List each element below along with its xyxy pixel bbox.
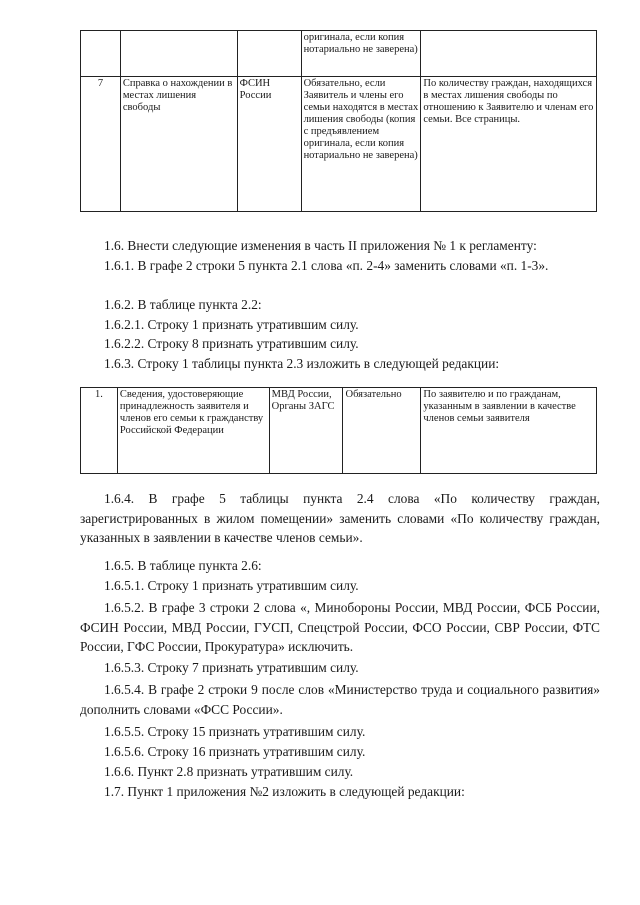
paragraph-1-6-2-1: 1.6.2.1. Строку 1 признать утратившим силу.: [104, 317, 359, 332]
paragraph-1-6-2: 1.6.2. В таблице пункта 2.2:: [104, 297, 262, 312]
paragraph-1-6-2-2: 1.6.2.2. Строку 8 признать утратившим силу.: [104, 336, 359, 351]
paragraph-1-6-1: 1.6.1. В графе 2 строки 5 пункта 2.1 слова «п. 2-4» заменить словами «п. 1-3».: [104, 258, 549, 273]
table-cell-organization: [237, 31, 301, 77]
paragraph-1-6: 1.6. Внести следующие изменения в часть II приложения № 1 к регламенту:: [104, 238, 537, 253]
paragraph-1-6-5-5: 1.6.5.5. Строку 15 признать утратившим силу.: [104, 724, 366, 739]
paragraph-1-6-5-3: 1.6.5.3. Строку 7 признать утратившим силу.: [104, 660, 359, 675]
paragraph-1-6-5-4: 1.6.5.4. В графе 2 строки 9 после слов «Министерство труда и социального развития» дополнить словами «ФСС России».: [80, 682, 600, 717]
table-row: [81, 388, 597, 474]
paragraph-1-6-4: 1.6.4. В графе 5 таблицы пункта 2.4 слова «По количеству граждан, зарегистрированных в жилом помещении» заменить словами «По количеству граждан, указанных в заявлении в качестве членов семьи».: [80, 491, 600, 546]
table-row: [81, 31, 597, 77]
table-cell-document: Справка о нахождении в местах лишения свободы: [120, 77, 237, 212]
paragraph-1-6-6: 1.6.6. Пункт 2.8 признать утратившим силу.: [104, 764, 354, 779]
table-cell-document: [120, 31, 237, 77]
table-cell-number: 1.: [81, 388, 118, 474]
table-cell-requirement: оригинала, если копия нотариально не заверена): [301, 31, 421, 77]
table-cell-requirement: Обязательно: [343, 388, 421, 474]
table-cell-number: 7: [81, 77, 121, 212]
paragraph-1-7: 1.7. Пункт 1 приложения №2 изложить в следующей редакции:: [104, 784, 465, 799]
paragraph-1-6-5: 1.6.5. В таблице пункта 2.6:: [104, 558, 262, 573]
table-row: [81, 77, 597, 212]
paragraph-1-6-5-6: 1.6.5.6. Строку 16 признать утратившим силу.: [104, 744, 366, 759]
table-cell-requirement: Обязательно, если Заявитель и члены его семьи находятся в местах лишения свободы (копия с предъявлением оригинала, если копия нотариально не заверена): [301, 77, 421, 212]
documents-table-continued: [80, 30, 597, 212]
paragraph-1-6-5-2: 1.6.5.2. В графе 3 строки 2 слова «, Минобороны России, МВД России, ФСБ России, ФСИН России, МВД России, ГУСП, Спецстрой России, ФСО России, СВР России, ФТС России, ГФС России, Прокуратура» исключить.: [80, 600, 600, 655]
table-cell-document: Сведения, удостоверяющие принадлежность заявителя и членов его семьи к гражданству Российской Федерации: [117, 388, 269, 474]
table-cell-note: По количеству граждан, находящихся в местах лишения свободы по отношению к Заявителю и членам его семьи. Все страницы.: [421, 77, 597, 212]
table-cell-organization: ФСИН России: [237, 77, 301, 212]
paragraph-1-6-5-1: 1.6.5.1. Строку 1 признать утратившим силу.: [104, 578, 359, 593]
table-cell-note: [421, 31, 597, 77]
table-cell-note: По заявителю и по гражданам, указанным в заявлении в качестве членов семьи заявителя: [421, 388, 597, 474]
table-cell-number: [81, 31, 121, 77]
table-cell-organization: МВД России, Органы ЗАГС: [269, 388, 343, 474]
replacement-row-table: [80, 387, 597, 474]
paragraph-1-6-3: 1.6.3. Строку 1 таблицы пункта 2.3 изложить в следующей редакции:: [104, 356, 500, 371]
